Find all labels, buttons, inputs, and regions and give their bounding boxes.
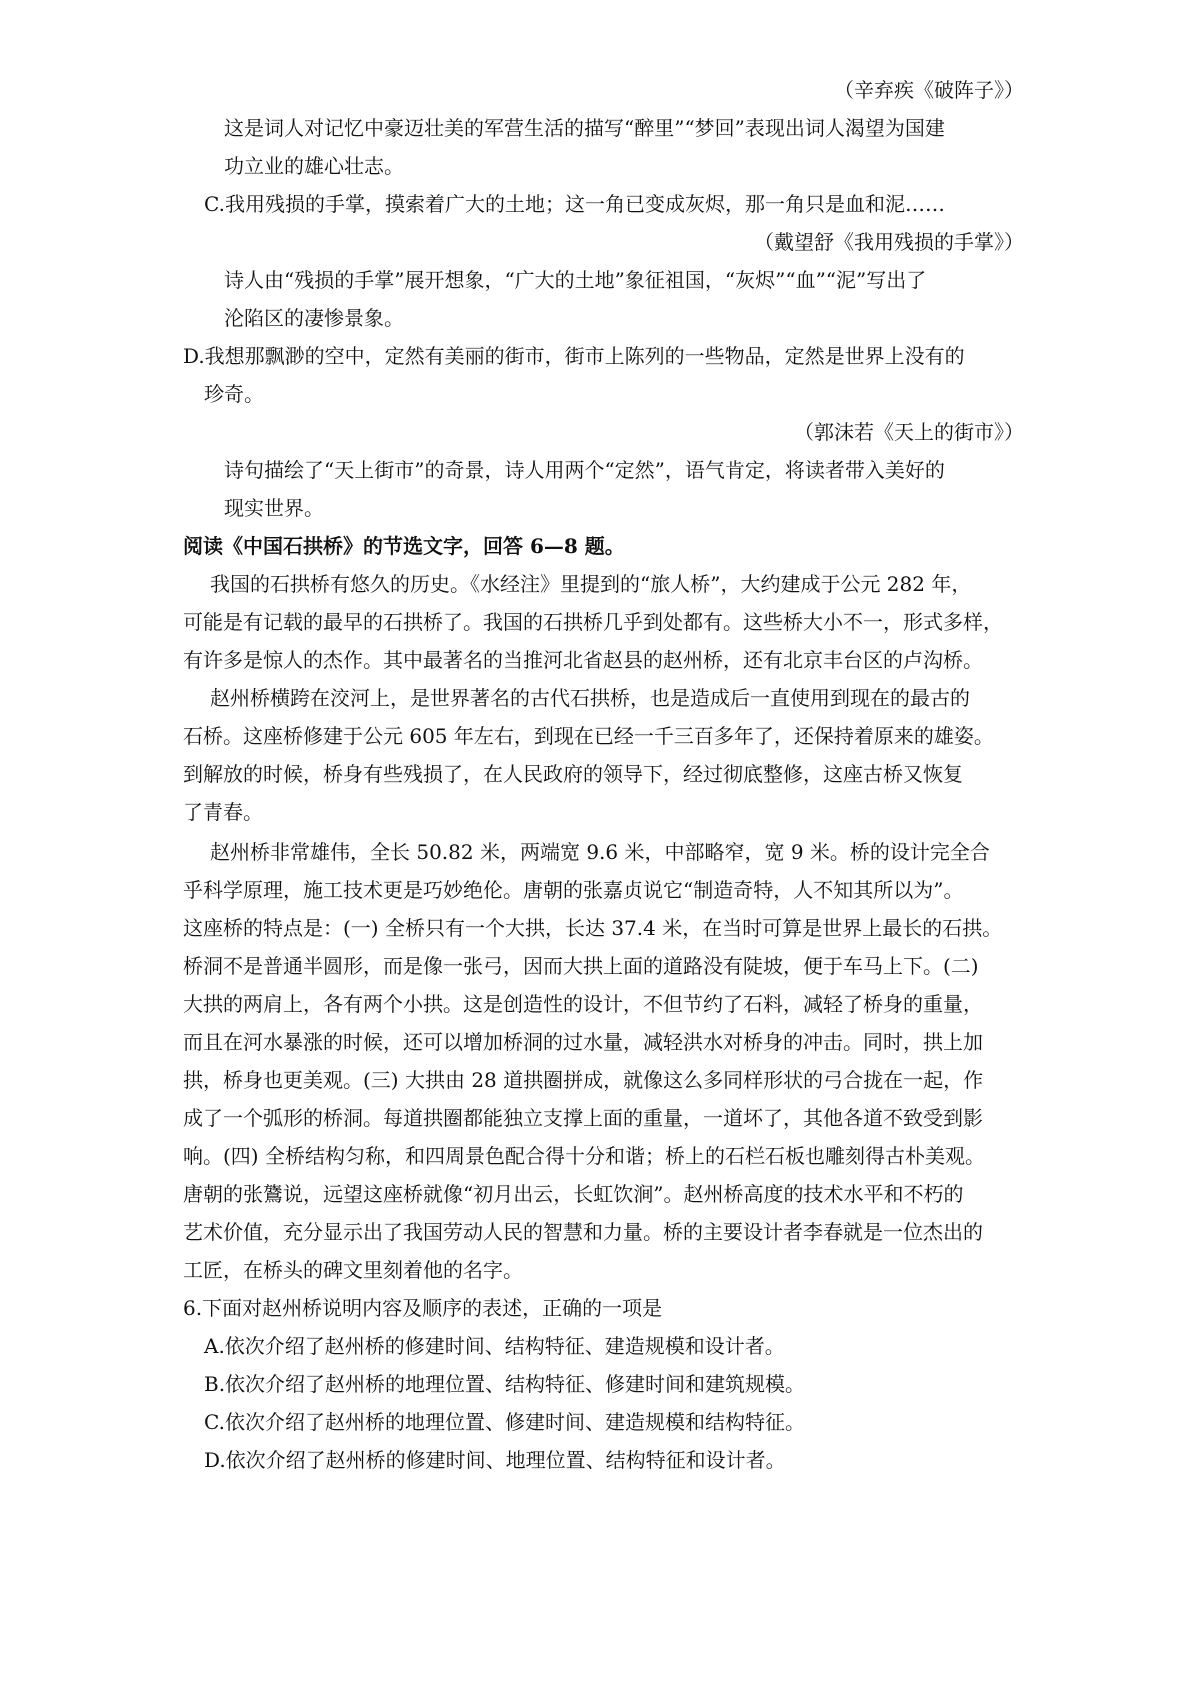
paragraph-2-line: 了青春。	[183, 800, 263, 824]
question-6-stem: 6.下面对赵州桥说明内容及顺序的表述，正确的一项是	[183, 1296, 663, 1320]
paragraph-3-line: 赵州桥非常雄伟，全长 50.82 米，两端宽 9.6 米，中部略窄，宽 9 米。桥的设计完全合	[210, 840, 990, 864]
question-6-option-b: B.依次介绍了赵州桥的地理位置、结构特征、修建时间和建筑规模。	[204, 1372, 806, 1396]
paragraph-2-line: 赵州桥横跨在洨河上，是世界著名的古代石拱桥，也是造成后一直使用到现在的最古的	[210, 686, 970, 710]
question-6-option-c: C.依次介绍了赵州桥的地理位置、修建时间、建造规模和结构特征。	[204, 1410, 805, 1434]
poem-source-xinqiji: （辛弃疾《破阵子》）	[834, 78, 1024, 102]
paragraph-3-line: 工匠，在桥头的碑文里刻着他的名字。	[183, 1258, 523, 1282]
paragraph-1-line: 有许多是惊人的杰作。其中最著名的当推河北省赵县的赵州桥，还有北京丰台区的卢沟桥。	[183, 648, 983, 672]
paragraph-3-line: 艺术价值，充分显示出了我国劳动人民的智慧和力量。桥的主要设计者李春就是一位杰出的	[183, 1220, 983, 1244]
reading-heading: 阅读《中国石拱桥》的节选文字，回答 6—8 题。	[183, 534, 625, 558]
option-c-text: C.我用残损的手掌，摸索着广大的土地；这一角已变成灰烬，那一角只是血和泥……	[204, 192, 945, 216]
paragraph-1-line: 我国的石拱桥有悠久的历史。《水经注》里提到的“旅人桥”，大约建成于公元 282 年，	[210, 572, 972, 596]
paragraph-3-line: 而且在河水暴涨的时候，还可以增加桥洞的过水量，减轻洪水对桥身的冲击。同时，拱上加	[183, 1030, 983, 1054]
paragraph-3-line: 唐朝的张鷟说，远望这座桥就像“初月出云，长虹饮涧”。赵州桥高度的技术水平和不朽的	[183, 1182, 964, 1206]
paragraph-2-line: 石桥。这座桥修建于公元 605 年左右，到现在已经一千三百多年了，还保持着原来的雄姿。	[183, 724, 994, 748]
option-b-comment-line-2: 功立业的雄心壮志。	[224, 154, 404, 178]
paragraph-2-line: 到解放的时候，桥身有些残损了，在人民政府的领导下，经过彻底整修，这座古桥又恢复	[183, 762, 963, 786]
option-d-text-line-2: 珍奇。	[204, 382, 264, 406]
paragraph-1-line: 可能是有记载的最早的石拱桥了。我国的石拱桥几乎到处都有。这些桥大小不一，形式多样，	[183, 610, 1003, 634]
paragraph-3-line: 这座桥的特点是：(一) 全桥只有一个大拱，长达 37.4 米，在当时可算是世界上最长的石拱。	[183, 916, 1003, 940]
option-d-comment-line-2: 现实世界。	[224, 496, 324, 520]
paragraph-3-line: 大拱的两肩上，各有两个小拱。这是创造性的设计，不但节约了石料，减轻了桥身的重量，	[183, 992, 983, 1016]
option-b-comment-line-1: 这是词人对记忆中豪迈壮美的军营生活的描写“醉里”“梦回”表现出词人渴望为国建	[224, 116, 945, 140]
option-d-text-line-1: D.我想那飘渺的空中，定然有美丽的街市，街市上陈列的一些物品，定然是世界上没有的	[183, 344, 965, 368]
option-c-comment-line-2: 沦陷区的凄惨景象。	[224, 306, 404, 330]
paragraph-3-line: 乎科学原理，施工技术更是巧妙绝伦。唐朝的张嘉贞说它“制造奇特，人不知其所以为”。	[183, 878, 964, 902]
poem-source-guomoruo: （郭沫若《天上的街市》）	[794, 420, 1024, 444]
paragraph-3-line: 响。(四) 全桥结构匀称，和四周景色配合得十分和谐；桥上的石栏石板也雕刻得古朴美观。	[183, 1144, 985, 1168]
option-c-comment-line-1: 诗人由“残损的手掌”展开想象，“广大的土地”象征祖国，“灰烬”“血”“泥”写出了	[224, 268, 927, 292]
question-6-option-d: D.依次介绍了赵州桥的修建时间、地理位置、结构特征和设计者。	[204, 1448, 786, 1472]
paragraph-3-line: 桥洞不是普通半圆形，而是像一张弓，因而大拱上面的道路没有陡坡，便于车马上下。(二)	[183, 954, 979, 978]
paragraph-3-line: 成了一个弧形的桥洞。每道拱圈都能独立支撑上面的重量，一道坏了，其他各道不致受到影	[183, 1106, 983, 1130]
poem-source-daiwangshu: （戴望舒《我用残损的手掌》）	[754, 230, 1024, 254]
question-6-option-a: A.依次介绍了赵州桥的修建时间、结构特征、建造规模和设计者。	[204, 1334, 785, 1358]
paragraph-3-line: 拱，桥身也更美观。(三) 大拱由 28 道拱圈拼成，就像这么多同样形状的弓合拢在一起，作	[183, 1068, 984, 1092]
option-d-comment-line-1: 诗句描绘了“天上街市”的奇景，诗人用两个“定然”，语气肯定，将读者带入美好的	[224, 458, 945, 482]
